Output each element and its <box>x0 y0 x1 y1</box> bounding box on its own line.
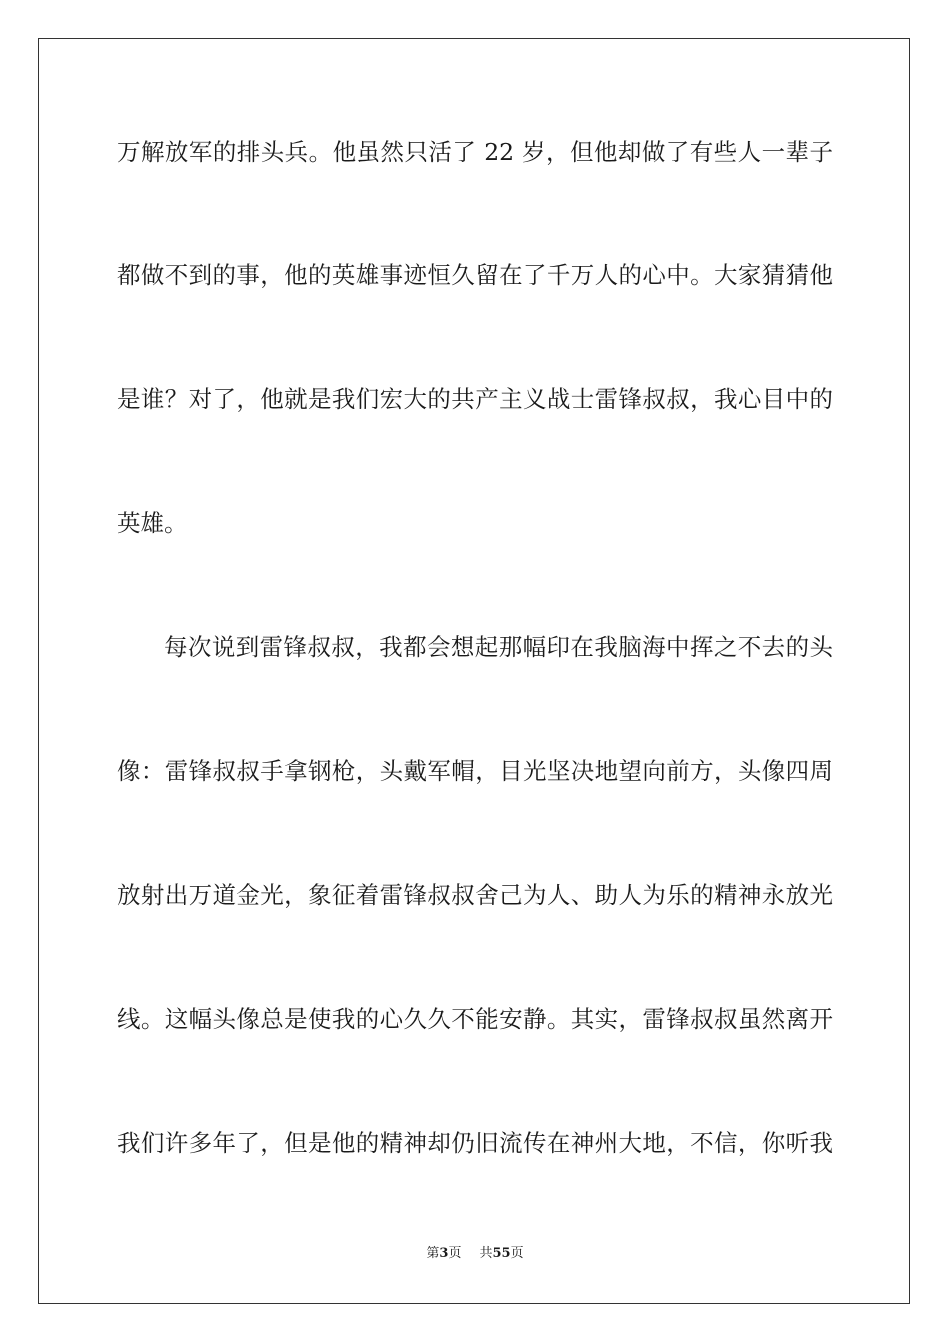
body-line-4: 英雄。 <box>117 509 188 537</box>
body-line-6: 像：雷锋叔叔手拿钢枪，头戴军帽，目光坚决地望向前方，头像四周 <box>117 757 833 785</box>
body-line-3: 是谁？对了，他就是我们宏大的共产主义战士雷锋叔叔，我心目中的 <box>117 385 833 413</box>
page-footer <box>0 1246 950 1262</box>
page-border <box>38 38 910 1304</box>
total-pages: 55 <box>492 1246 511 1261</box>
total-prefix: 共 <box>479 1246 493 1261</box>
page-number: 3 <box>439 1246 449 1261</box>
body-line-2: 都做不到的事，他的英雄事迹恒久留在了千万人的心中。大家猜猜他 <box>117 261 833 289</box>
page-suffix: 页 <box>448 1246 462 1261</box>
total-suffix: 页 <box>510 1246 524 1261</box>
page-prefix: 第 <box>426 1246 440 1261</box>
body-line-7: 放射出万道金光，象征着雷锋叔叔舍己为人、助人为乐的精神永放光 <box>117 881 833 909</box>
body-line-5: 每次说到雷锋叔叔，我都会想起那幅印在我脑海中挥之不去的头 <box>164 633 833 661</box>
body-line-1: 万解放军的排头兵。他虽然只活了 22 岁，但他却做了有些人一辈子 <box>117 138 833 166</box>
body-line-8: 线。这幅头像总是使我的心久久不能安静。其实，雷锋叔叔虽然离开 <box>117 1005 833 1033</box>
body-line-9: 我们许多年了，但是他的精神却仍旧流传在神州大地，不信，你听我 <box>117 1129 833 1157</box>
